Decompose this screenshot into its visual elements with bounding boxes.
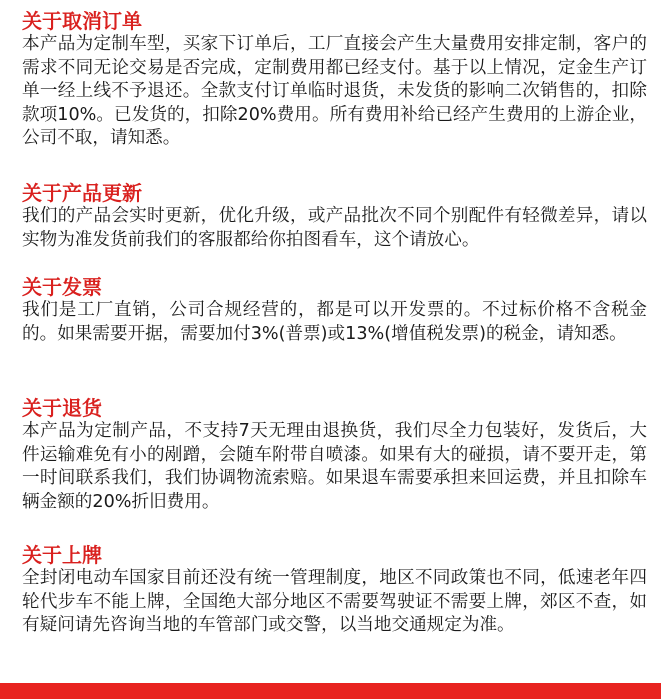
section-title: 关于产品更新 <box>22 181 142 205</box>
section-body: 本产品为定制产品，不支持7天无理由退换货，我们尽全力包装好，发货后，大件运输难免有小的剐蹭，会随车附带自喷漆。如果有大的碰损，请不要开走，第一时间联系我们，我们协调物流索赔。如果退车需要承担来回运费，并且扣除车辆金额的20%折旧费用。 <box>22 421 647 512</box>
section-body: 我们的产品会实时更新，优化升级，或产品批次不同个别配件有轻微差异，请以实物为准发货前我们的客服都给你拍图看车，这个请放心。 <box>22 206 647 250</box>
section-title: 关于取消订单 <box>22 9 142 33</box>
section-license-plate <box>22 543 647 638</box>
section-product-update <box>22 181 647 252</box>
section-body: 我们是工厂直销，公司合规经营的，都是可以开发票的。不过标价格不含税金的。如果需要开据，需要加付3%(普票)或13%(增值税发票)的税金，请知悉。 <box>22 300 647 344</box>
section-title: 关于发票 <box>22 275 102 299</box>
section-title: 关于退货 <box>22 396 102 420</box>
section-title: 关于上牌 <box>22 543 102 567</box>
section-returns <box>22 396 647 514</box>
section-body: 全封闭电动车国家目前还没有统一管理制度，地区不同政策也不同，低速老年四轮代步车不能上牌，全国绝大部分地区不需要驾驶证不需要上牌，郊区不查，如有疑问请先咨询当地的车管部门或交警，以当地交通规定为准。 <box>22 568 647 636</box>
section-invoice <box>22 275 647 346</box>
bottom-accent-bar <box>0 683 661 699</box>
section-body: 本产品为定制车型，买家下订单后，工厂直接会产生大量费用安排定制，客户的需求不同无论交易是否完成，定制费用都已经支付。基于以上情况，定金生产订单一经上线不予退还。全款支付订单临时退货，未发货的影响二次销售的，扣除款项10%。已发货的，扣除20%费用。所有费用补给已经产生费用的上游企业，公司不取，请知悉。 <box>22 34 647 149</box>
section-cancel-order <box>22 9 647 151</box>
